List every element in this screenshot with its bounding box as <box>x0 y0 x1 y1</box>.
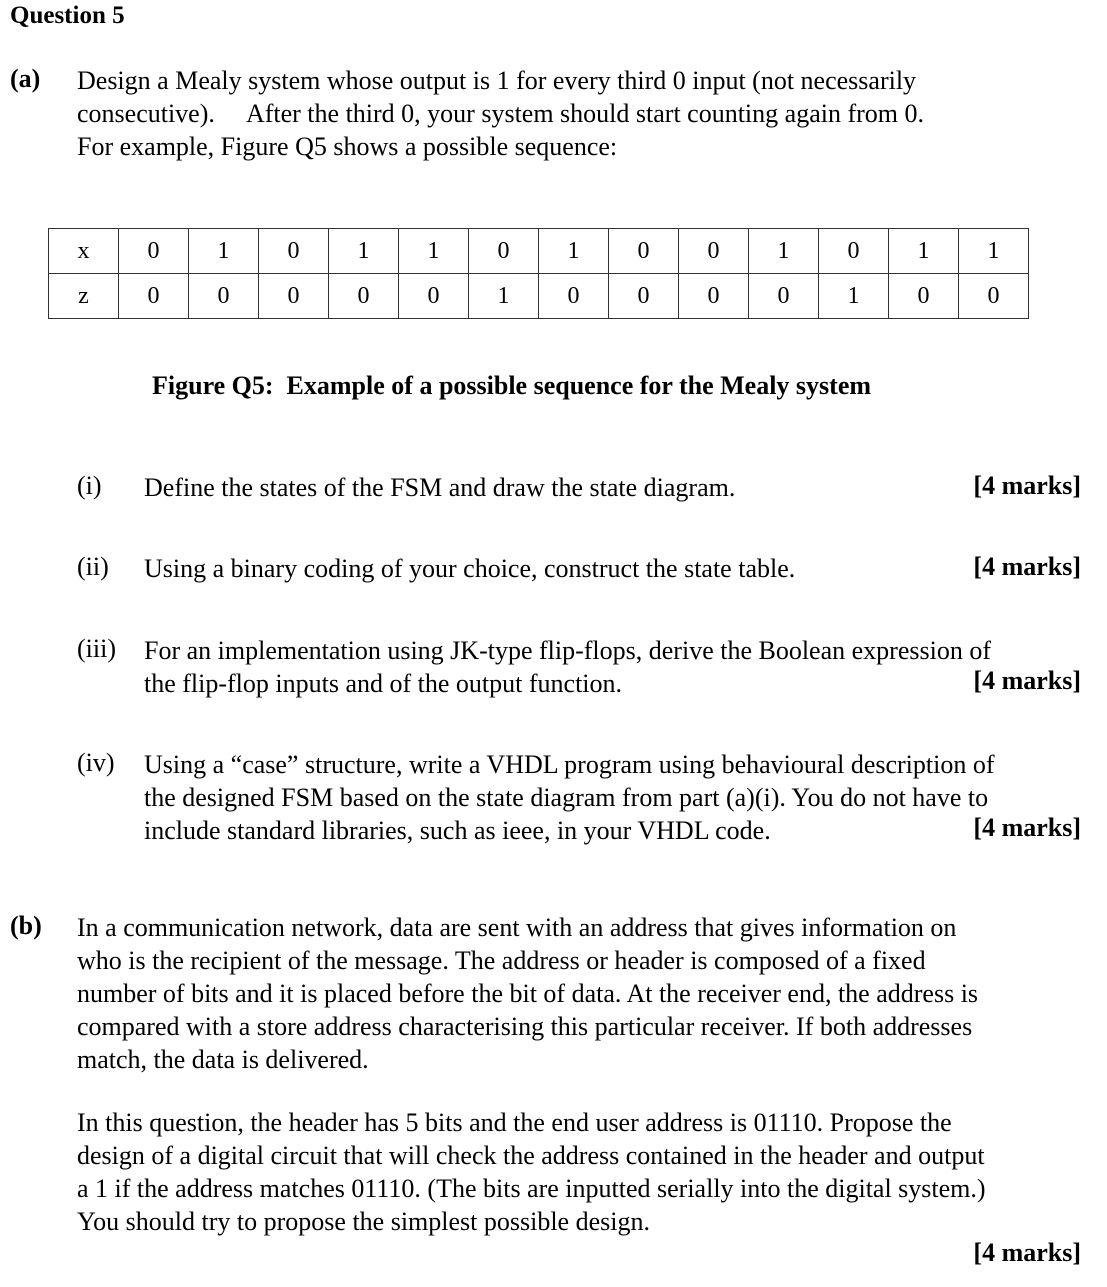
subpart-iv-marks: [4 marks] <box>973 813 1081 842</box>
figure-caption: Figure Q5: Example of a possible sequence for the Mealy system <box>152 371 872 400</box>
subpart-ii-text: Using a binary coding of your choice, construct the state table. <box>144 554 796 583</box>
part-b-para2 <box>77 1106 986 1238</box>
table-cell: 1 <box>749 229 819 274</box>
part-a-line: consecutive). After the third 0, your system should start counting again from 0. <box>77 99 924 128</box>
part-b-para1 <box>77 911 978 1076</box>
table-cell: 1 <box>399 229 469 274</box>
part-b-line: who is the recipient of the message. The address or header is composed of a fixed <box>77 946 926 975</box>
part-b-line: In a communication network, data are sent with an address that gives information on <box>77 913 957 942</box>
table-row-z <box>49 274 1029 319</box>
subpart-i-marks: [4 marks] <box>973 471 1081 500</box>
part-b-line: You should try to propose the simplest possible design. <box>77 1207 650 1236</box>
subpart-ii-label: (ii) <box>77 552 109 581</box>
subpart-iii-line: For an implementation using JK-type flip-flops, derive the Boolean expression of <box>144 636 991 665</box>
subpart-iii-line: the flip-flop inputs and of the output function. <box>144 669 623 698</box>
table-cell: 0 <box>119 229 189 274</box>
subpart-iv-line: Using a “case” structure, write a VHDL program using behavioural description of <box>144 750 995 779</box>
table-cell: 0 <box>749 274 819 319</box>
table-cell: 0 <box>819 229 889 274</box>
subpart-ii-marks: [4 marks] <box>973 552 1081 581</box>
table-cell: 0 <box>329 274 399 319</box>
table-cell: 0 <box>469 229 539 274</box>
table-cell: 0 <box>539 274 609 319</box>
table-cell: 1 <box>189 229 259 274</box>
part-a-label: (a) <box>10 64 41 93</box>
table-cell: 1 <box>329 229 399 274</box>
part-a-line: Design a Mealy system whose output is 1 for every third 0 input (not necessarily <box>77 66 917 95</box>
part-b-line: number of bits and it is placed before the bit of data. At the receiver end, the address is <box>77 979 979 1008</box>
part-b-line: In this question, the header has 5 bits and the end user address is 01110. Propose the <box>77 1108 952 1137</box>
subpart-iii-text <box>144 634 991 700</box>
table-cell: 1 <box>959 229 1029 274</box>
part-b-line: design of a digital circuit that will check the address contained in the header and output <box>77 1141 985 1170</box>
subpart-i-text: Define the states of the FSM and draw the state diagram. <box>144 473 736 502</box>
table-cell: 1 <box>889 229 959 274</box>
table-cell: 1 <box>469 274 539 319</box>
table-cell: 0 <box>609 274 679 319</box>
table-cell: 0 <box>679 274 749 319</box>
table-cell: 0 <box>399 274 469 319</box>
subpart-iii-marks: [4 marks] <box>973 666 1081 695</box>
part-b-line: match, the data is delivered. <box>77 1045 369 1074</box>
part-b-marks: [4 marks] <box>973 1238 1081 1267</box>
subpart-i-label: (i) <box>77 471 102 500</box>
table-cell: 0 <box>959 274 1029 319</box>
table-cell: 1 <box>819 274 889 319</box>
sequence-table <box>48 228 1029 319</box>
table-cell: 0 <box>259 274 329 319</box>
part-b-label: (b) <box>10 911 42 940</box>
table-row-x <box>49 229 1029 274</box>
subpart-iv-label: (iv) <box>77 748 115 777</box>
question-title: Question 5 <box>10 2 125 29</box>
table-cell: 1 <box>539 229 609 274</box>
table-cell: 0 <box>889 274 959 319</box>
subpart-iii-label: (iii) <box>77 634 116 663</box>
table-cell: z <box>49 274 119 319</box>
subpart-iv-line: include standard libraries, such as ieee, in your VHDL code. <box>144 816 771 845</box>
part-a-line: For example, Figure Q5 shows a possible sequence: <box>77 132 618 161</box>
table-cell: 0 <box>189 274 259 319</box>
part-b-line: compared with a store address characterising this particular receiver. If both addresses <box>77 1012 973 1041</box>
subpart-iv-line: the designed FSM based on the state diagram from part (a)(i). You do not have to <box>144 783 989 812</box>
table-cell: x <box>49 229 119 274</box>
table-cell: 0 <box>119 274 189 319</box>
part-b-line: a 1 if the address matches 01110. (The bits are inputted serially into the digital system.) <box>77 1174 986 1203</box>
part-a-text <box>77 64 924 163</box>
subpart-iv-text <box>144 748 995 847</box>
table-cell: 0 <box>259 229 329 274</box>
table-cell: 0 <box>609 229 679 274</box>
table-cell: 0 <box>679 229 749 274</box>
